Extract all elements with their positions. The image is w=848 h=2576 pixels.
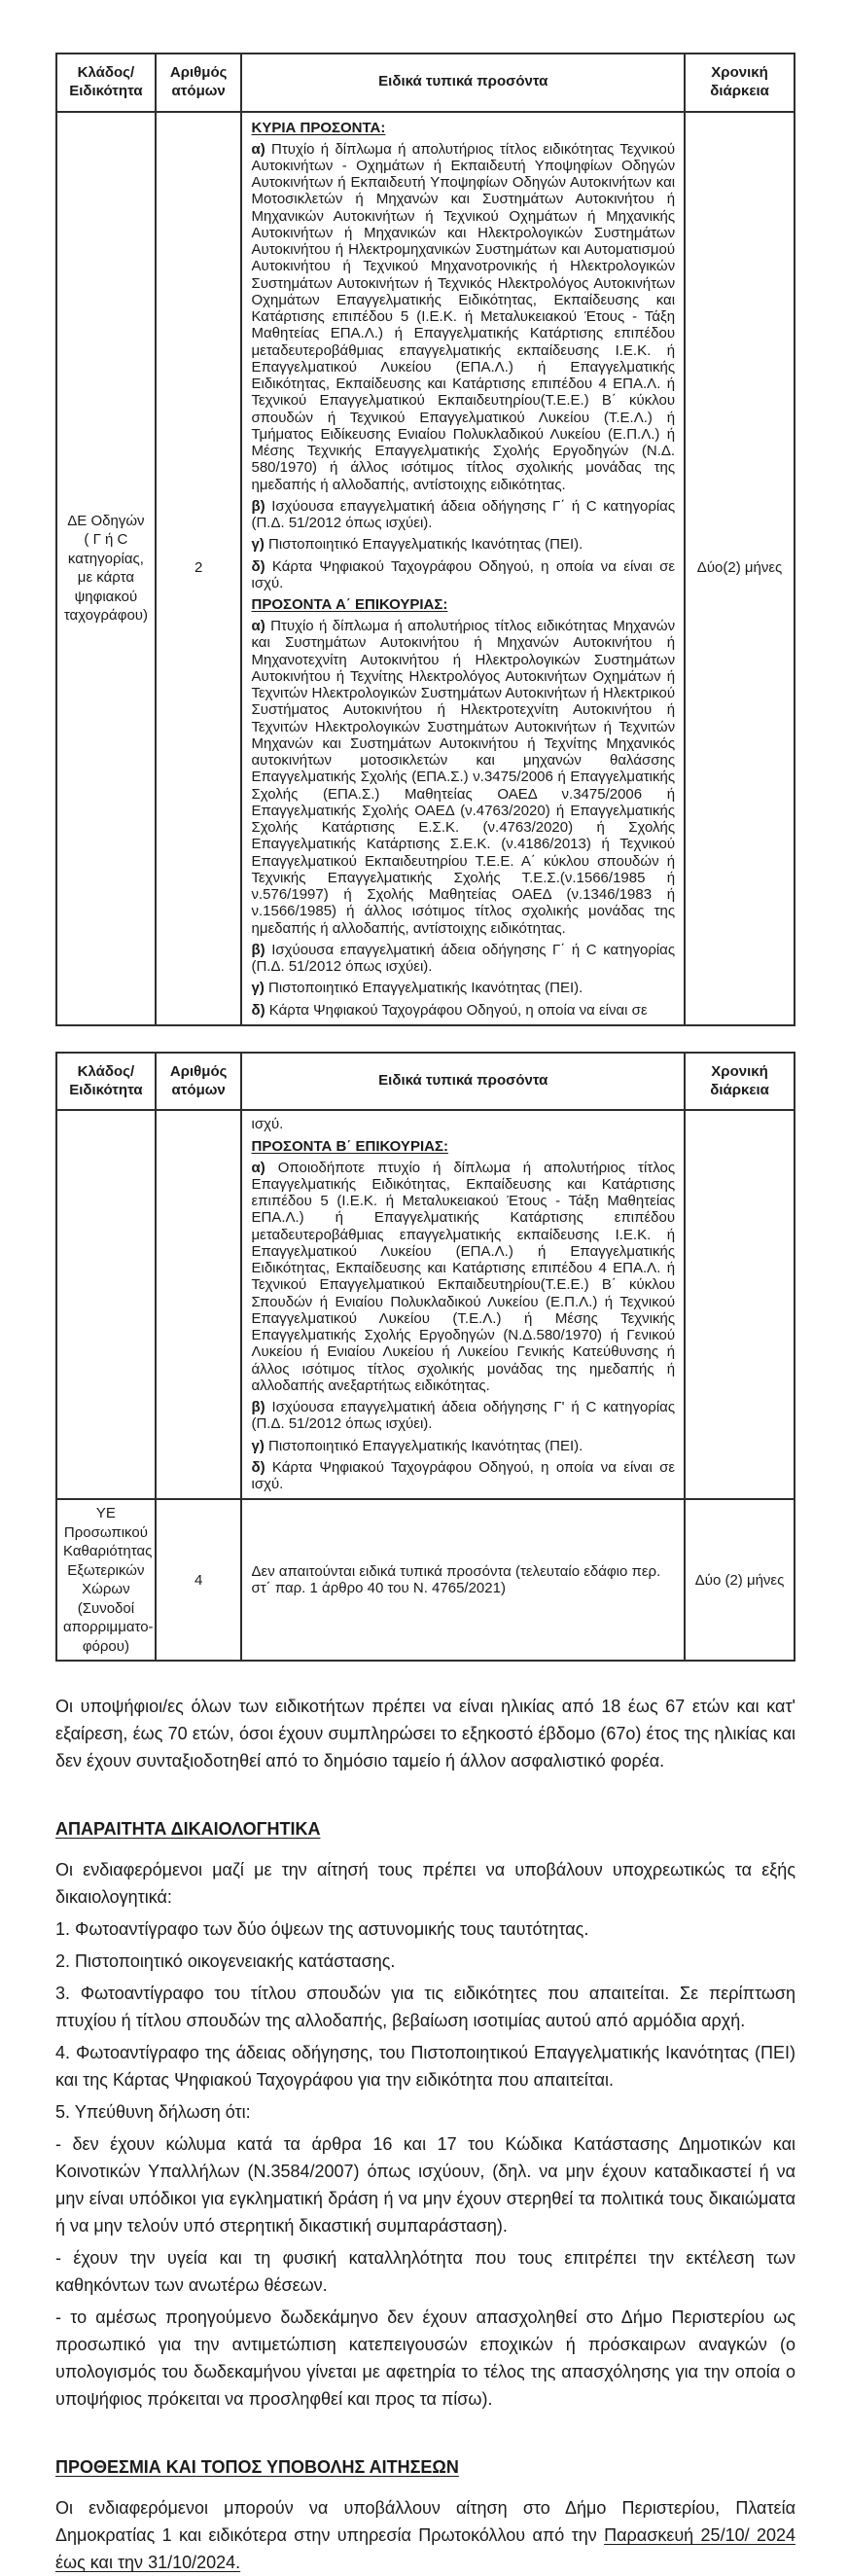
qualification-paragraph — [251, 942, 675, 976]
qualification-paragraph — [251, 1160, 675, 1395]
qualifications-cell — [241, 1110, 685, 1499]
header-specialty: Κλάδος/ Ειδικότητα — [56, 54, 156, 112]
item-text: Πιστοποιητικό Επαγγελματικής Ικανότητας (ΠΕΙ). — [268, 1437, 583, 1454]
item-letter: γ) — [251, 980, 265, 997]
document-item-4: 4. Φωτοαντίγραφο της άδειας οδήγησης, του Πιστοποιητικού Επαγγελματικής Ικανότητας (ΠΕΙ) και της Κάρτας Ψηφιακού Ταχογράφου για την ειδικότητα που απαιτείται. — [55, 2043, 795, 2091]
item-text: Πτυχίο ή δίπλωμα ή απολυτήριος τίτλος ειδικότητας Μηχανών και Συστημάτων Αυτοκινήτου ή Μηχανών Αυτοκινήτου ή Μηχανοτεχνίτη Αυτοκινήτου ή Ηλεκτρολογικών Συστημάτων Αυτοκινήτου ή Τεχνίτης Ηλεκτρολόγος Αυτοκινήτων Οχημάτων ή Τεχνιτών Ηλεκτρολογικών Συστημάτων Αυτοκινήτων ή Ηλεκτρικού Συστήματος Αυτοκινήτου ή Ηλεκτροτεχνίτη Αυτοκινήτου ή Τεχνιτών Ηλεκτρολογικών Συστημάτων Αυτοκινήτων ή Τεχνιτών Μηχανών και Συστημάτων Αυτοκινήτου ή Τεχνίτης Μηχανικός αυτοκινήτων μοτοσικλετών και μηχανών θαλάσσης Επαγγελματικής Σχολής (ΕΠΑ.Σ.) ν.3475/2006 ή Επαγγελματικής Σχολής (ΕΠΑ.Σ.) Μαθητείας ΟΑΕΔ ν.3475/2006 ή Επαγγελματικής Σχολής ΟΑΕΔ (ν.4763/2020) ή Επαγγελματικής Σχολής Κατάρτισης Ε.Σ.Κ. (ν.4763/2020) ή Σχολής Επαγγελματικής Κατάρτισης Σ.Ε.Κ. (ν.4186/2013) ή Τεχνικού Επαγγελματικού Εκπαιδευτηρίου Τ.Ε.Ε. Α΄ κύκλου σπουδών ή Τεχνικής Επαγγελματικής Σχολής Τ.Ε.Σ.(ν.1566/1985 ή ν.576/1997) ή Σχολής Μαθητείας ΟΑΕΔ (ν.1346/1983 ή ν.1566/1985) ή άλλος ισότιμος τίτλος σχολικής μονάδας της ημεδαπής ή αλλοδαπής, αντίστοιχης ειδικότητας. — [251, 618, 676, 937]
item-text: Κάρτα Ψηφιακού Ταχογράφου Οδηγού, η οποία να είναι σε — [268, 1001, 648, 1019]
item-letter: γ) — [251, 1437, 265, 1454]
item-letter: γ) — [251, 536, 265, 554]
header-qualifications: Ειδικά τυπικά προσόντα — [241, 1053, 685, 1111]
specialty-cell: ΥΕ Προσωπικού Καθαριότητας Εξωτερικών Χώρων (Συνοδοί απορριμματο-φόρου) — [56, 1499, 156, 1661]
item-letter: δ) — [251, 1458, 265, 1476]
qualification-paragraph — [251, 618, 675, 937]
qualification-paragraph — [251, 558, 675, 592]
qualification-paragraph — [251, 980, 675, 996]
qualification-paragraph — [251, 1399, 675, 1433]
header-qualifications: Ειδικά τυπικά προσόντα — [241, 54, 685, 112]
specialty-cell: ΔΕ Οδηγών ( Γ ή C κατηγορίας, με κάρτα ψηφιακού ταχογράφου) — [56, 112, 156, 1025]
table-row — [56, 1499, 795, 1661]
item-text: Ισχύουσα επαγγελματική άδεια οδήγησης Γ΄ ή C κατηγορίας (Π.Δ. 51/2012 όπως ισχύει). — [251, 941, 676, 975]
document-item-3: 3. Φωτοαντίγραφο του τίτλου σπουδών για τις ειδικότητες που απαιτείται. Σε περίπτωση πτυχίου ή τίτλου σπουδών της αλλοδαπής, βεβαίωση ισοτιμίας αυτού από αρμόδια αρχή. — [55, 1984, 795, 2031]
table-header-row — [56, 1053, 795, 1111]
duration-cell: Δύο (2) μήνες — [685, 1499, 795, 1661]
qualifications-cell — [241, 1499, 685, 1661]
item-text: Ισχύουσα επαγγελματική άδεια οδήγησης Γ΄ ή C κατηγορίας (Π.Δ. 51/2012 όπως ισχύει). — [251, 497, 676, 531]
declaration-item-3: - το αμέσως προηγούμενο δωδεκάμηνο δεν έχουν απασχοληθεί στο Δήμο Περιστερίου ως προσωπικό για την αντιμετώπιση κατεπειγουσών εποχικών ή πρόσκαιρων αναγκών (ο υπολογισμός του δωδεκαμήνου γίνεται με αφετηρία το τέλος της απασχόλησης για την οποία ο υποψήφιος πρόκειται να προσληφθεί και προς τα πίσω). — [55, 2308, 795, 2410]
item-text: Οποιοδήποτε πτυχίο ή δίπλωμα ή απολυτήριος τίτλος Επαγγελματικής Ειδικότητας, Εκπαίδευσης και Κατάρτισης επιπέδου 5 (Ι.Ε.Κ. ή Μεταλυκειακού Έτους - Τάξη Μαθητείας ΕΠΑ.Λ.) ή Επαγγελματικής Κατάρτισης επιπέδου μεταδευτεροβάθμιας επαγγελματικής εκπαίδευσης Ι.Ε.Κ. ή Επαγγελματικού Λυκείου (ΕΠΑ.Λ.) ή Επαγγελματικής Ειδικότητας, Εκπαίδευσης και Κατάρτισης επιπέδου 4 ΕΠΑ.Λ. ή Τεχνικού Επαγγελματικού Εκπαιδευτηρίου(Τ.Ε.Ε.) Β΄ κύκλου Σπουδών ή Ενιαίου Πολυκλαδικού Λυκείου (Ε.Π.Λ.) ή Τεχνικού Επαγγελματικού Λυκείου (Τ.Ε.Λ.) ή Μέσης Τεχνικής Επαγγελματικής Σχολής Εργοδηγών (Ν.Δ.580/1970) ή Γενικού Λυκείου ή Ενιαίου Λυκείου ή Λυκείου Γενικής Κατεύθυνσης ή άλλος ισότιμος τίτλος σχολικής μονάδας της ημεδαπής ή αλλοδαπής ανεξαρτήτως ειδικότητας. — [251, 1159, 676, 1394]
vacancies-table-2 — [55, 1052, 795, 1663]
item-text: Ισχύουσα επαγγελματική άδεια οδήγησης Γ' ή C κατηγορίας (Π.Δ. 51/2012 όπως ισχύει). — [251, 1399, 676, 1433]
item-letter: δ) — [251, 1001, 265, 1019]
item-letter: β) — [251, 941, 265, 958]
item-text: Πιστοποιητικό Επαγγελματικής Ικανότητας (ΠΕΙ). — [268, 980, 583, 997]
count-cell-empty — [156, 1110, 242, 1499]
continued-text: ισχύ. — [251, 1116, 284, 1133]
table-header-row — [56, 54, 795, 112]
deadline-paragraph — [55, 2494, 795, 2576]
item-letter: β) — [251, 1399, 265, 1415]
declaration-item-1: - δεν έχουν κώλυμα κατά τα άρθρα 16 και 17 του Κώδικα Κατάστασης Δημοτικών και Κοινοτικών Υπαλλήλων (Ν.3584/2007) όπως ισχύουν, (δηλ. να μην έχουν καταδικαστεί ή να μην είναι υπόδικοι για εγκληματική δράση ή να μην έχουν στερηθεί τα πολιτικά τους δικαιώματα ή να μην τελούν υπό στερητική δικαστική συμπαράσταση). — [55, 2134, 795, 2236]
table-row — [56, 112, 795, 1025]
vacancies-table-1 — [55, 53, 795, 1026]
table-gap — [55, 1026, 795, 1052]
item-text: Κάρτα Ψηφιακού Ταχογράφου Οδηγού, η οποία να είναι σε ισχύ. — [251, 1458, 676, 1492]
qualification-paragraph — [251, 141, 675, 493]
qualification-paragraph — [251, 1459, 675, 1493]
document-item-5: 5. Υπεύθυνη δήλωση ότι: — [55, 2102, 251, 2123]
age-requirement-paragraph: Οι υποψήφιοι/ες όλων των ειδικοτήτων πρέπει να είναι ηλικίας από 18 έως 67 ετών και κατ' εξαίρεση, έως 70 ετών, όσοι έχουν συμπληρώσει το εξηκοστό έβδομο (67ο) έτος της ηλικίας και δεν έχουν συνταξιοδοτηθεί από το δημόσιο ταμείο ή άλλον ασφαλιστικό φορέα. — [55, 1697, 795, 1771]
deadline-heading: ΠΡΟΘΕΣΜΙΑ ΚΑΙ ΤΟΠΟΣ ΥΠΟΒΟΛΗΣ ΑΙΤΗΣΕΩΝ — [55, 2457, 459, 2478]
header-duration: Χρονική διάρκεια — [685, 1053, 795, 1111]
qualification-paragraph — [251, 536, 675, 553]
declaration-item-2: - έχουν την υγεία και τη φυσική καταλληλότητα που τους επιτρέπει την εκτέλεση των καθηκόντων των ανωτέρω θέσεων. — [55, 2248, 795, 2296]
qualifications-heading: ΚΥΡΙΑ ΠΡΟΣΟΝΤΑ: — [251, 119, 386, 136]
item-text: Πτυχίο ή δίπλωμα ή απολυτήριος τίτλος ειδικότητας Τεχνικού Αυτοκινήτων - Οχημάτων ή Εκπαιδευτή Υποψηφίων Οδηγών Αυτοκινήτων ή Εκπαιδευτή Υποψηφίων Οδηγών Αυτοκινήτων και Μοτοσικλετών ή Μηχανών και Συστημάτων Αυτοκινήτου ή Μηχανικών Αυτοκινήτων ή Τεχνικού Οχημάτων ή Μηχανικής Αυτοκινήτων ή Μηχανικών και Ηλεκτρολογικών Συστημάτων Αυτοκινήτου ή Ηλεκτρομηχανικών Συστημάτων και Αυτοματισμού Αυτοκινήτου ή Τεχνικού Μηχανοτρονικής ή Ηλεκτρολογικών Συστημάτων Αυτοκινήτων ή Τεχνικός Ηλεκτρολόγος Αυτοκινήτων Οχημάτων Επαγγελματικής Ειδικότητας, Εκπαίδευσης και Κατάρτισης επιπέδου 5 (Ι.Ε.Κ. ή Μεταλυκειακού Έτους - Τάξη Μαθητείας ΕΠΑ.Λ.) ή Επαγγελματικής Κατάρτισης επιπέδου μεταδευτεροβάθμιας επαγγελματικής εκπαίδευσης Ι.Ε.Κ. ή Επαγγελματικού Λυκείου (ΕΠΑ.Λ.) ή Επαγγελματικής Ειδικότητας, Εκπαίδευσης και Κατάρτισης επιπέδου 4 ΕΠΑ.Λ. ή Τεχνικού Επαγγελματικού Εκπαιδευτηρίου(Τ.Ε.Ε.) Β΄ κύκλου σπουδών ή Τεχνικού Επαγγελματικού Λυκείου (Τ.Ε.Λ.) ή Τμήματος Ειδίκευσης Ενιαίου Πολυκλαδικού Λυκείου (Ε.Π.Λ.) ή Μέσης Τεχνικής Επαγγελματικής Σχολής Εργοδηγών (Ν.Δ. 580/1970) ή άλλος ισότιμος τίτλος σχολικής μονάδας της ημεδαπής ή αλλοδαπής, αντίστοιχης ειδικότητας. — [251, 140, 676, 493]
header-count: Αριθμός ατόμων — [156, 54, 242, 112]
count-cell: 4 — [156, 1499, 242, 1661]
qualification-paragraph — [251, 1002, 675, 1019]
duration-cell-empty — [685, 1110, 795, 1499]
required-documents-heading: ΑΠΑΡΑΙΤΗΤΑ ΔΙΚΑΙΟΛΟΓΗΤΙΚΑ — [55, 1819, 321, 1840]
document-item-2: 2. Πιστοποιητικό οικογενειακής κατάστασης. — [55, 1951, 396, 1972]
table-row-continuation — [56, 1110, 795, 1499]
qualifications-heading: ΠΡΟΣΟΝΤΑ Α΄ ΕΠΙΚΟΥΡΙΑΣ: — [251, 596, 448, 613]
qualifications-cell — [241, 112, 685, 1025]
qualification-paragraph — [251, 498, 675, 532]
count-cell: 2 — [156, 112, 242, 1025]
item-letter: β) — [251, 497, 265, 515]
item-letter: α) — [251, 618, 265, 634]
item-text: Πιστοποιητικό Επαγγελματικής Ικανότητας (ΠΕΙ). — [268, 536, 583, 554]
body-section — [55, 1693, 795, 2576]
specialty-cell-empty — [56, 1110, 156, 1499]
qualification-paragraph: Δεν απαιτούνται ειδικά τυπικά προσόντα (τελευταίο εδάφιο περ. στ΄ παρ. 1 άρθρο 40 του Ν. 4765/2021) — [251, 1563, 661, 1597]
documents-intro: Οι ενδιαφερόμενοι μαζί με την αίτησή τους πρέπει να υποβάλουν υποχρεωτικώς τα εξής δικαιολογητικά: — [55, 1860, 795, 1908]
item-letter: α) — [251, 1159, 265, 1176]
header-count: Αριθμός ατόμων — [156, 1053, 242, 1111]
qualification-paragraph — [251, 1438, 675, 1454]
item-text: Κάρτα Ψηφιακού Ταχογράφου Οδηγού, η οποία να είναι σε ισχύ. — [251, 557, 676, 591]
header-duration: Χρονική διάρκεια — [685, 54, 795, 112]
qualifications-heading: ΠΡΟΣΟΝΤΑ Β΄ ΕΠΙΚΟΥΡΙΑΣ: — [251, 1137, 448, 1155]
item-letter: δ) — [251, 557, 265, 575]
header-specialty: Κλάδος/ Ειδικότητα — [56, 1053, 156, 1111]
document-item-1: 1. Φωτοαντίγραφο των δύο όψεων της αστυνομικής τους ταυτότητας. — [55, 1919, 589, 1940]
duration-cell: Δύο(2) μήνες — [685, 112, 795, 1025]
deadline-dates: Παρασκευή 25/10/ 2024 έως και την 31/10/2024. — [55, 2525, 795, 2573]
item-letter: α) — [251, 140, 265, 158]
deadline-text: Οι ενδιαφερόμενοι μπορούν να υποβάλλουν αίτηση στο Δήμο Περιστερίου, Πλατεία Δημοκρατίας 1 και ειδικότερα στην υπηρεσία Πρωτοκόλλου από την — [55, 2498, 795, 2546]
